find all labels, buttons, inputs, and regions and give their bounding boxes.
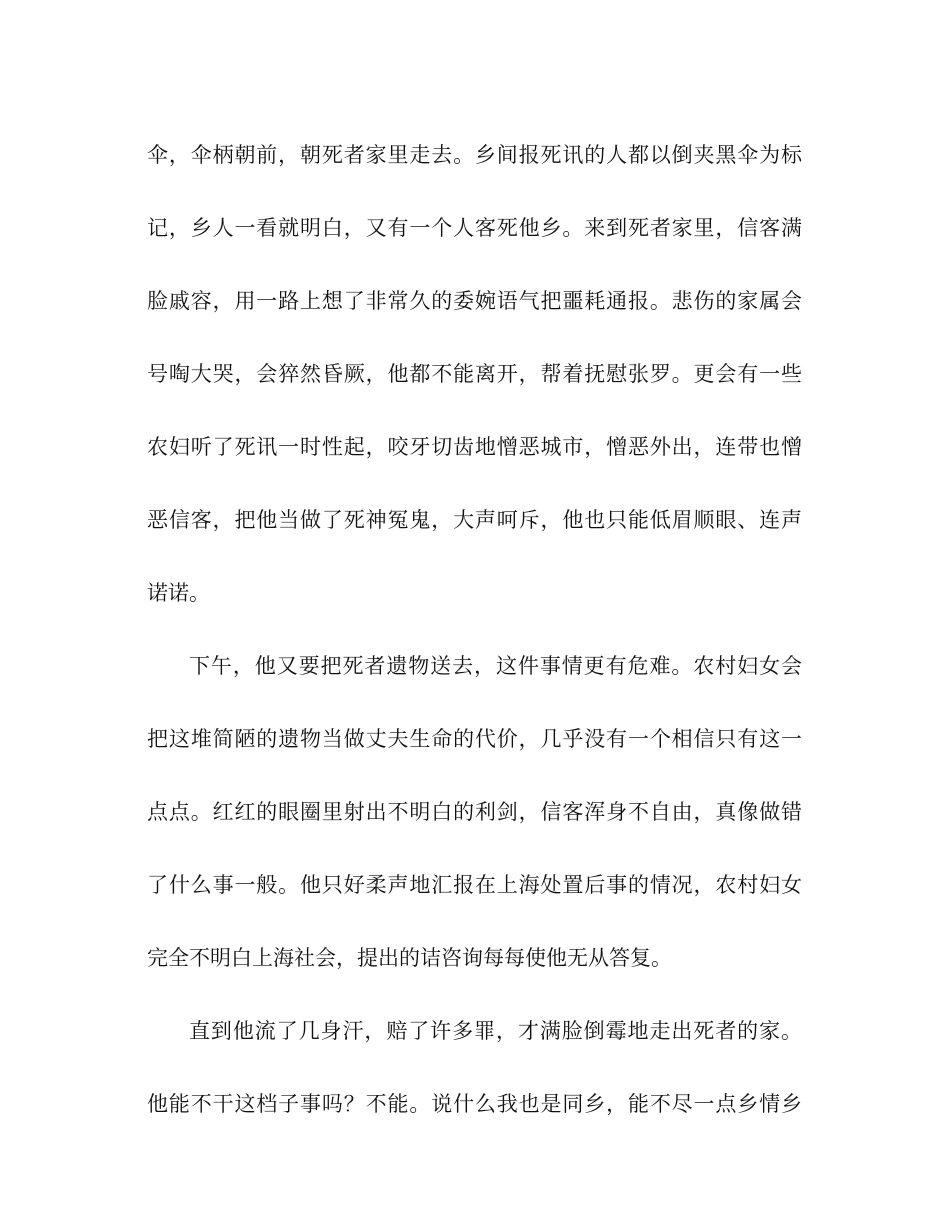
text-line: 伞，伞柄朝前，朝死者家里走去。乡间报死讯的人都以倒夹黑伞为标 (147, 143, 802, 167)
text-line: 记，乡人一看就明白，又有一个人客死他乡。来到死者家里，信客满 (147, 216, 802, 240)
text-line: 农妇听了死讯一时性起，咬牙切齿地憎恶城市，憎恶外出，连带也憎 (147, 435, 802, 459)
text-line: 恶信客，把他当做了死神冤鬼，大声呵斥，他也只能低眉顺眼、连声 (147, 508, 802, 532)
text-line: 把这堆简陋的遗物当做丈夫生命的代价，几乎没有一个相信只有这一 (147, 727, 802, 751)
text-line: 诺诺。 (147, 581, 210, 605)
text-line: 完全不明白上海社会，提出的诘咨询每每使他无从答复。 (147, 946, 672, 970)
text-line: 他能不干这档子事吗？不能。说什么我也是同乡，能不尽一点乡情乡 (147, 1092, 802, 1116)
text-line: 了什么事一般。他只好柔声地汇报在上海处置后事的情况，农村妇女 (147, 873, 802, 897)
text-line: 号啕大哭，会猝然昏厥，他都不能离开，帮着抚慰张罗。更会有一些 (147, 362, 802, 386)
paragraph-start-line: 直到他流了几身汗，赔了许多罪，才满脸倒霉地走出死者的家。 (189, 1019, 802, 1043)
paragraph-start-line: 下午，他又要把死者遗物送去，这件事情更有危难。农村妇女会 (189, 654, 802, 678)
text-line: 脸戚容，用一路上想了非常久的委婉语气把噩耗通报。悲伤的家属会 (147, 289, 802, 313)
text-line: 点点。红红的眼圈里射出不明白的利剑，信客浑身不自由，真像做错 (147, 800, 802, 824)
body-text (147, 119, 802, 1141)
